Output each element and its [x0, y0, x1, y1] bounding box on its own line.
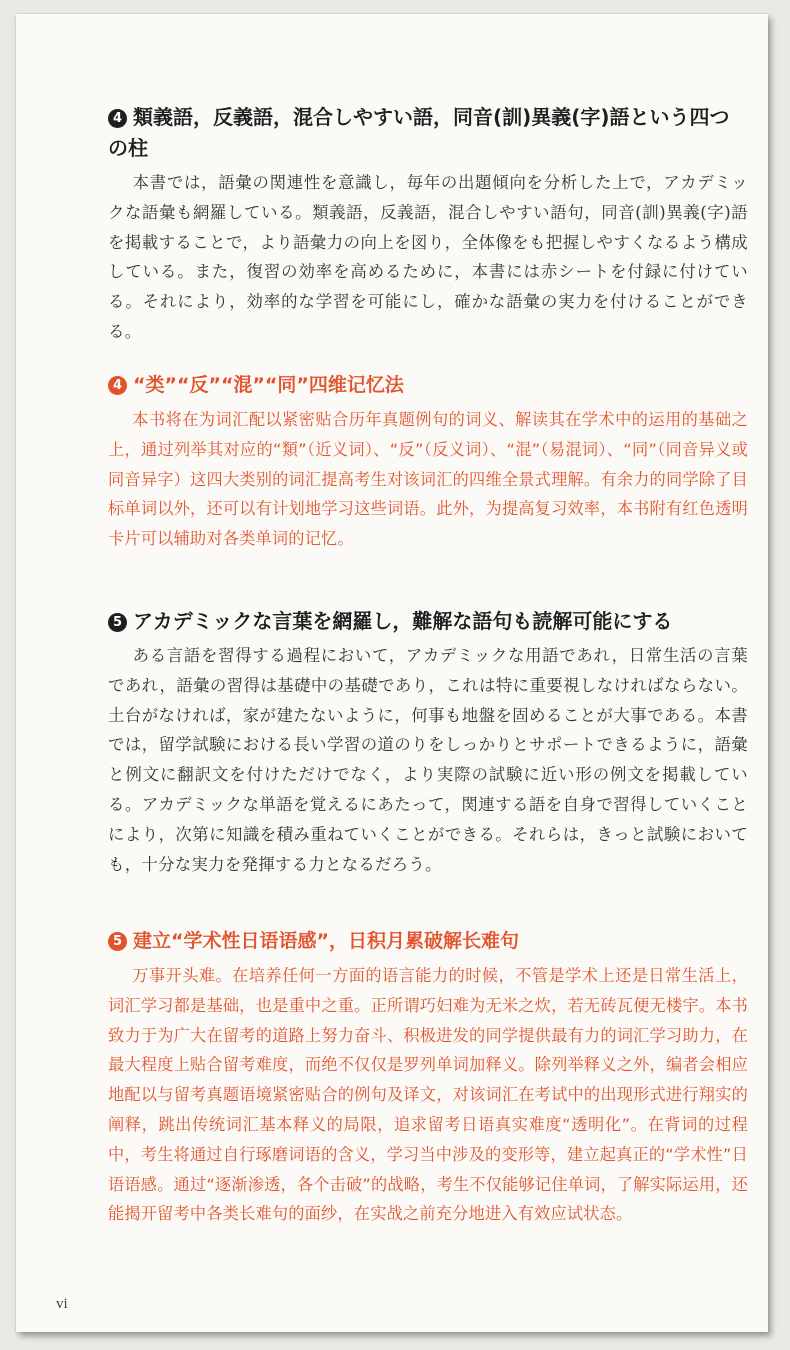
section-heading: [108, 102, 748, 164]
section-five-chinese: [108, 926, 748, 1229]
section-number-badge: 5: [108, 932, 127, 951]
section-number-badge: 5: [108, 613, 127, 632]
section-number-badge: 4: [108, 109, 127, 128]
section-heading: [108, 606, 748, 637]
section-heading-text: “类”“反”“混”“同”四维记忆法: [133, 374, 404, 396]
section-heading-text: 類義語，反義語，混合しやすい語，同音(訓)異義(字)語という四つの柱: [108, 105, 730, 160]
section-heading-text: 建立“学术性日语语感”，日积月累破解长难句: [133, 930, 519, 952]
section-four-chinese: [108, 370, 748, 554]
section-body: 本書では，語彙の関連性を意識し，毎年の出題傾向を分析した上で，アカデミックな語彙も網羅している。類義語，反義語，混合しやすい語句，同音(訓)異義(字)語を掲載することで，より語彙力の向上を図り，全体像をも把握しやすくなるよう構成している。また，復習の効率を高めるために，本書には赤シートを付録に付けている。それにより，効率的な学習を可能にし，確かな語彙の実力を付けることができる。: [108, 173, 748, 341]
section-five-japanese: [108, 606, 748, 879]
section-body: ある言語を習得する過程において，アカデミックな用語であれ，日常生活の言葉であれ，語彙の習得は基礎中の基礎であり，これは特に重要視しなければならない。土台がなければ，家が建たないように，何事も地盤を固めることが大事である。本書では，留学試験における長い学習の道のりをしっかりとサポートできるように，語彙と例文に翻訳文を付けただけでなく，より実際の試験に近い形の例文を掲載している。アカデミックな単語を覚えるにあたって，関連する語を自身で習得していくことにより，次第に知識を積み重ねていくことができる。それらは，きっと試験においても，十分な実力を発揮する力となるだろう。: [108, 646, 748, 874]
section-body: 万事开头难。在培养任何一方面的语言能力的时候，不管是学术上还是日常生活上，词汇学习都是基础，也是重中之重。正所谓巧妇难为无米之炊，若无砖瓦便无楼宇。本书致力于为广大在留考的道路上努力奋斗、积极进发的同学提供最有力的词汇学习助力，在最大程度上贴合留考难度，而绝不仅仅是罗列单词加释义。除列举释义之外，编者会相应地配以与留考真题语境紧密贴合的例句及译文，对该词汇在考试中的出现形式进行翔实的阐释，跳出传统词汇基本释义的局限，追求留考日语真实难度“透明化”。在背词的过程中，考生将通过自行琢磨词语的含义，学习当中涉及的变形等，建立起真正的“学术性”日语语感。通过“逐渐渗透，各个击破”的战略，考生不仅能够记住单词，了解实际运用，还能揭开留考中各类长难句的面纱，在实战之前充分地进入有效应试状态。: [108, 966, 748, 1224]
section-heading-text: アカデミックな言葉を網羅し，難解な語句も読解可能にする: [133, 609, 673, 633]
section-body: 本书将在为词汇配以紧密贴合历年真题例句的词义、解读其在学术中的运用的基础之上，通过列举其对应的“類”（近义词）、“反”（反义词）、“混”（易混词）、“同”（同音异义或同音异字）这四大类别的词汇提高考生对该词汇的四维全景式理解。有余力的同学除了目标单词以外，还可以有计划地学习这些词语。此外，为提高复习效率，本书附有红色透明卡片可以辅助对各类单词的记忆。: [108, 410, 748, 549]
book-page: [16, 14, 768, 1332]
page-number: vi: [56, 1296, 68, 1312]
section-four-japanese: [108, 102, 748, 347]
section-heading: [108, 926, 748, 957]
section-number-badge: 4: [108, 376, 127, 395]
section-heading: [108, 370, 748, 401]
